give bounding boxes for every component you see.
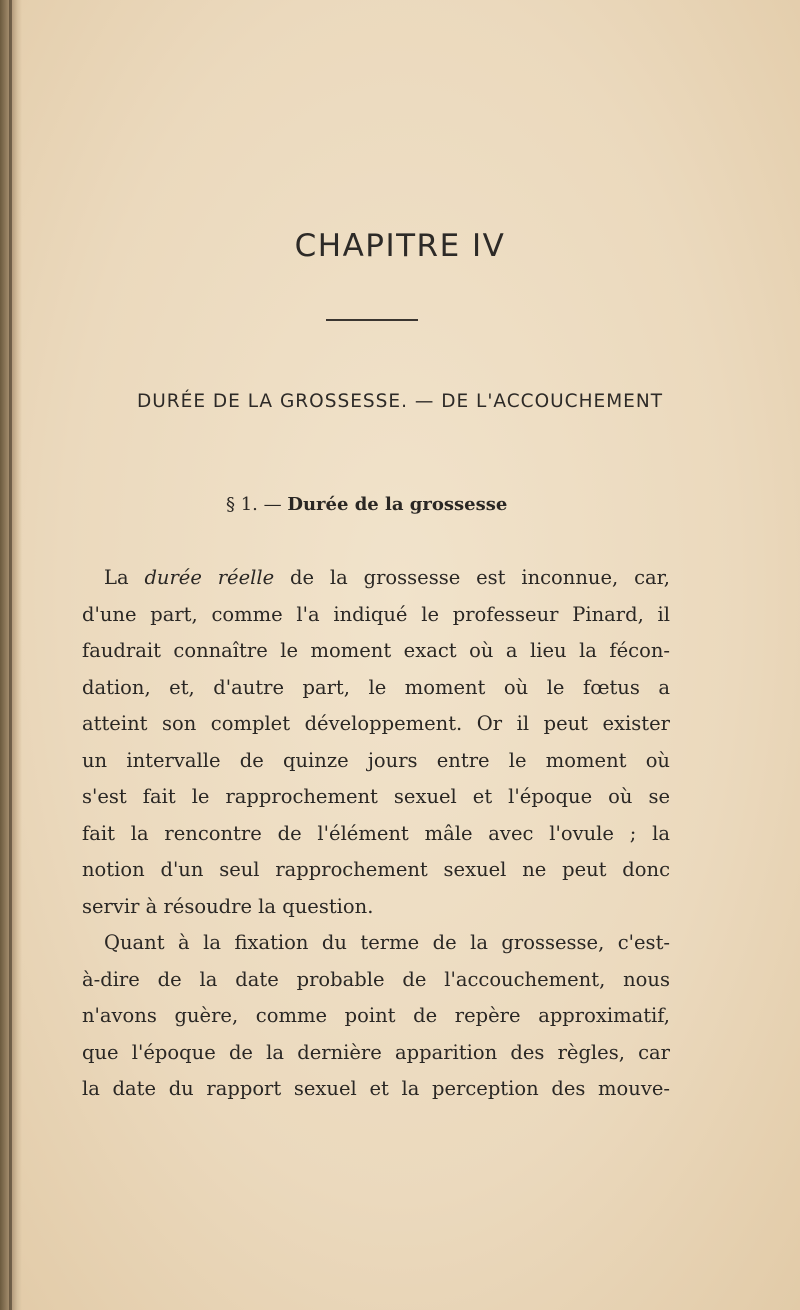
text-line: que l'époque de la dernière apparition des règles, car: [82, 1040, 670, 1064]
text-line: s'est fait le rapprochement sexuel et l'époque où se: [82, 785, 670, 808]
text-run: La: [104, 566, 145, 589]
text-line: atteint son complet développement. Or il peut exister: [82, 712, 670, 735]
body-text: [82, 560, 670, 1108]
section-heading: [226, 494, 507, 515]
text-line: à-dire de la date probable de l'accouchement, nous: [82, 967, 670, 991]
text-line: la date du rapport sexuel et la perception des mouve-: [82, 1077, 670, 1100]
chapter-title: CHAPITRE IV: [294, 228, 506, 264]
text-line: servir à résoudre la question.: [82, 894, 374, 918]
text-line: Quant à la fixation du terme de la grossesse, c'est-: [104, 931, 670, 954]
section-number: § 1. —: [226, 494, 282, 515]
chapter-subtitle: DURÉE DE LA GROSSESSE. — DE L'ACCOUCHEMENT: [136, 391, 663, 412]
text-run: de la grossesse est inconnue, car,: [274, 566, 670, 589]
italic-emphasis: durée réelle: [144, 566, 275, 589]
text-line: notion d'un seul rapprochement sexuel ne peut donc: [82, 858, 670, 881]
spine-shadow-line: [9, 0, 12, 1310]
text-line: faudrait connaître le moment exact où a lieu la fécon-: [82, 639, 670, 662]
text-line: fait la rencontre de l'élément mâle avec l'ovule ; la: [82, 821, 670, 845]
text-line: dation, et, d'autre part, le moment où le fœtus a: [82, 675, 670, 699]
section-title: Durée de la grossesse: [287, 494, 508, 515]
text-line: n'avons guère, comme point de repère approximatif,: [82, 1004, 670, 1027]
text-line: d'une part, comme l'a indiqué le professeur Pinard, il: [82, 602, 670, 626]
text-line: [82, 560, 670, 597]
text-line: un intervalle de quinze jours entre le moment où: [82, 748, 670, 772]
title-divider-rule: [326, 319, 418, 321]
